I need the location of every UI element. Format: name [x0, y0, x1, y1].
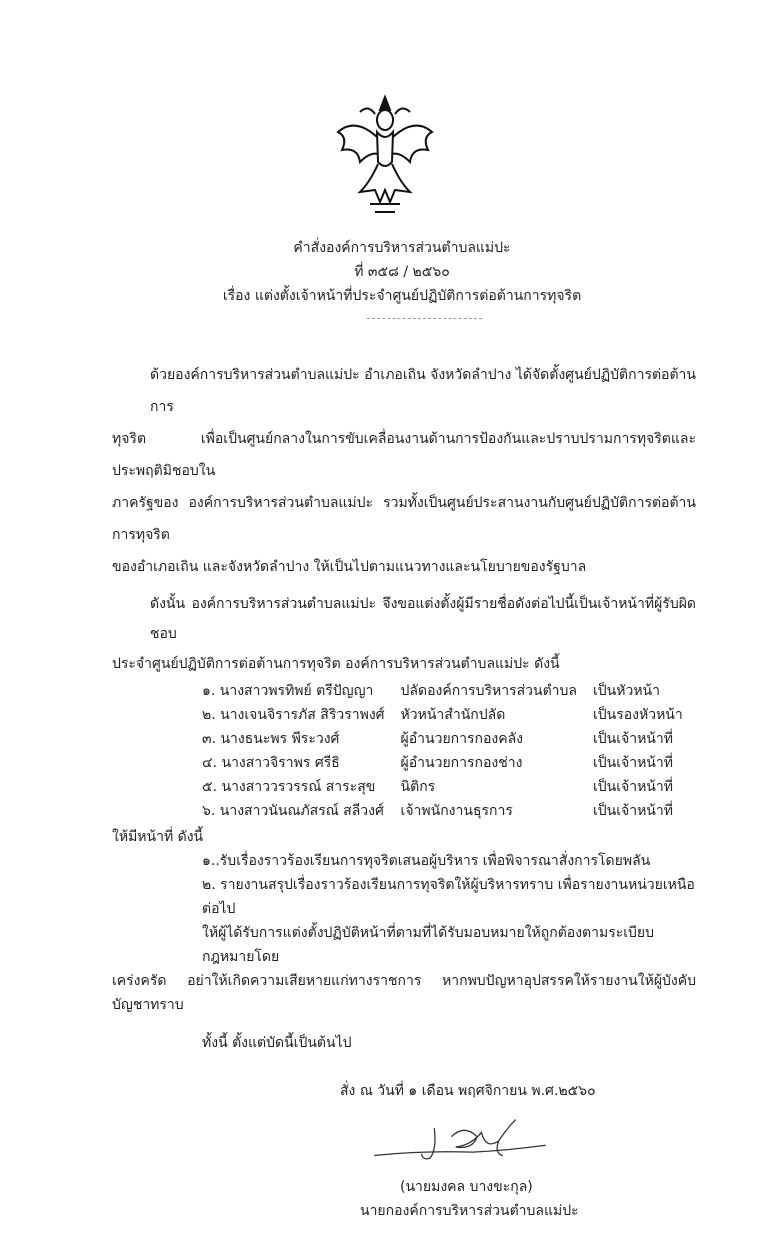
order-subject: เรื่อง แต่งตั้งเจ้าหน้าที่ประจำศูนย์ปฏิบัติการต่อต้านการทุจริต — [222, 288, 582, 304]
paragraph1-line: ของอำเภอเถิน และจังหวัดลำปาง ให้เป็นไปตามแนวทางและนโยบายของรัฐบาล — [112, 559, 587, 575]
duty-item: ๒. รายงานสรุปเรื่องราวร้องเรียนการทุจริตให้ผู้บริหารทราบ เพื่อรายงานหน่วยเหนือต่อไป — [202, 877, 695, 917]
paragraph3-line: ให้ผู้ได้รับการแต่งตั้งปฏิบัติหน้าที่ตามที่ได้รับมอบหมายให้ถูกต้องตามระเบียบ กฎหมายโดย — [202, 925, 655, 965]
member-role: เป็นเจ้าหน้าที่ — [592, 803, 673, 819]
order-number: ที่ ๓๕๘ / ๒๕๖๐ — [354, 264, 450, 280]
member-role: เป็นรองหัวหน้า — [592, 707, 683, 723]
signature — [355, 1111, 565, 1171]
member-position: ผู้อำนวยการกองช่าง — [400, 755, 523, 771]
effective-statement: ทั้งนี้ ตั้งแต่บัดนี้เป็นต้นไป — [202, 1035, 352, 1051]
member-role: เป็นเจ้าหน้าที่ — [592, 731, 673, 747]
paragraph3 — [112, 921, 696, 1017]
signer-name: (นายมงคล บางขะกุล) — [400, 1179, 533, 1195]
duties-intro: ให้มีหน้าที่ ดังนี้ — [112, 829, 204, 845]
member-role: เป็นเจ้าหน้าที่ — [592, 755, 673, 771]
member-name: ๖. นางสาวนันณภัสรณ์ สลีวงศ์ — [202, 803, 384, 819]
order-title: คำสั่งองค์การบริหารส่วนตำบลแม่ปะ — [293, 240, 511, 256]
member-role: เป็นเจ้าหน้าที่ — [592, 779, 673, 795]
paragraph1 — [112, 359, 696, 583]
paragraph1-line: ด้วยองค์การบริหารส่วนตำบลแม่ปะ อำเภอเถิน จังหวัดลำปาง ได้จัดตั้งศูนย์ปฏิบัติการต่อต้านการ — [150, 367, 696, 415]
paragraph2-line: ประจำศูนย์ปฏิบัติการต่อต้านการทุจริต องค์การบริหารส่วนตำบลแม่ปะ ดังนี้ — [112, 656, 560, 672]
member-position: หัวหน้าสำนักปลัด — [400, 707, 506, 723]
paragraph2 — [112, 589, 696, 679]
signer-title: นายกองค์การบริหารส่วนตำบลแม่ปะ — [360, 1203, 579, 1219]
separator-line — [367, 318, 482, 319]
paragraph1-line: ภาครัฐของ องค์การบริหารส่วนตำบลแม่ปะ รวมทั้งเป็นศูนย์ประสานงานกับศูนย์ปฏิบัติการต่อต้านการทุจริต — [112, 495, 696, 543]
member-name: ๔. นางสาวจิราพร ศรีธิ — [202, 755, 340, 771]
member-role: เป็นหัวหน้า — [592, 683, 660, 699]
member-position: ปลัดองค์การบริหารส่วนตำบล — [400, 683, 577, 699]
member-name: ๓. นางธนะพร พีระวงศ์ — [202, 731, 340, 747]
paragraph1-line: ทุจริต เพื่อเป็นศูนย์กลางในการขับเคลื่อนงานด้านการป้องกันและปราบปรามการทุจริตและประพฤติมิชอบใน — [112, 431, 696, 479]
duty-item: ๑..รับเรื่องราวร้องเรียนการทุจริตเสนอผู้บริหาร เพื่อพิจารณาสั่งการโดยพลัน — [202, 853, 651, 869]
member-position: นิติกร — [400, 779, 436, 795]
member-position: ผู้อำนวยการกองคลัง — [400, 731, 524, 747]
paragraph2-line: ดังนั้น องค์การบริหารส่วนตำบลแม่ปะ จึงขอแต่งตั้งผู้มีรายชื่อดังต่อไปนี้เป็นเจ้าหน้าที่ผู้รับผิดชอบ — [150, 596, 696, 642]
members-list — [202, 679, 696, 823]
member-name: ๕. นางสาววรวรรณ์ สาระสุข — [202, 779, 376, 795]
paragraph3-line: เคร่งครัด อย่าให้เกิดความเสียหายแก่ทางราชการ หากพบปัญหาอุปสรรคให้รายงานให้ผู้บังคับบัญชาทราบ — [112, 973, 696, 1013]
member-name: ๑. นางสาวพรทิพย์ ตรีปัญญา — [202, 683, 374, 699]
member-position: เจ้าพนักงานธุรการ — [400, 803, 513, 819]
date-line: สั่ง ณ วันที่ ๑ เดือน พฤศจิกายน พ.ศ.๒๕๖๐ — [340, 1083, 596, 1099]
member-name: ๒. นางเจนจิรารภัส สิริวราพงศ์ — [202, 707, 385, 723]
